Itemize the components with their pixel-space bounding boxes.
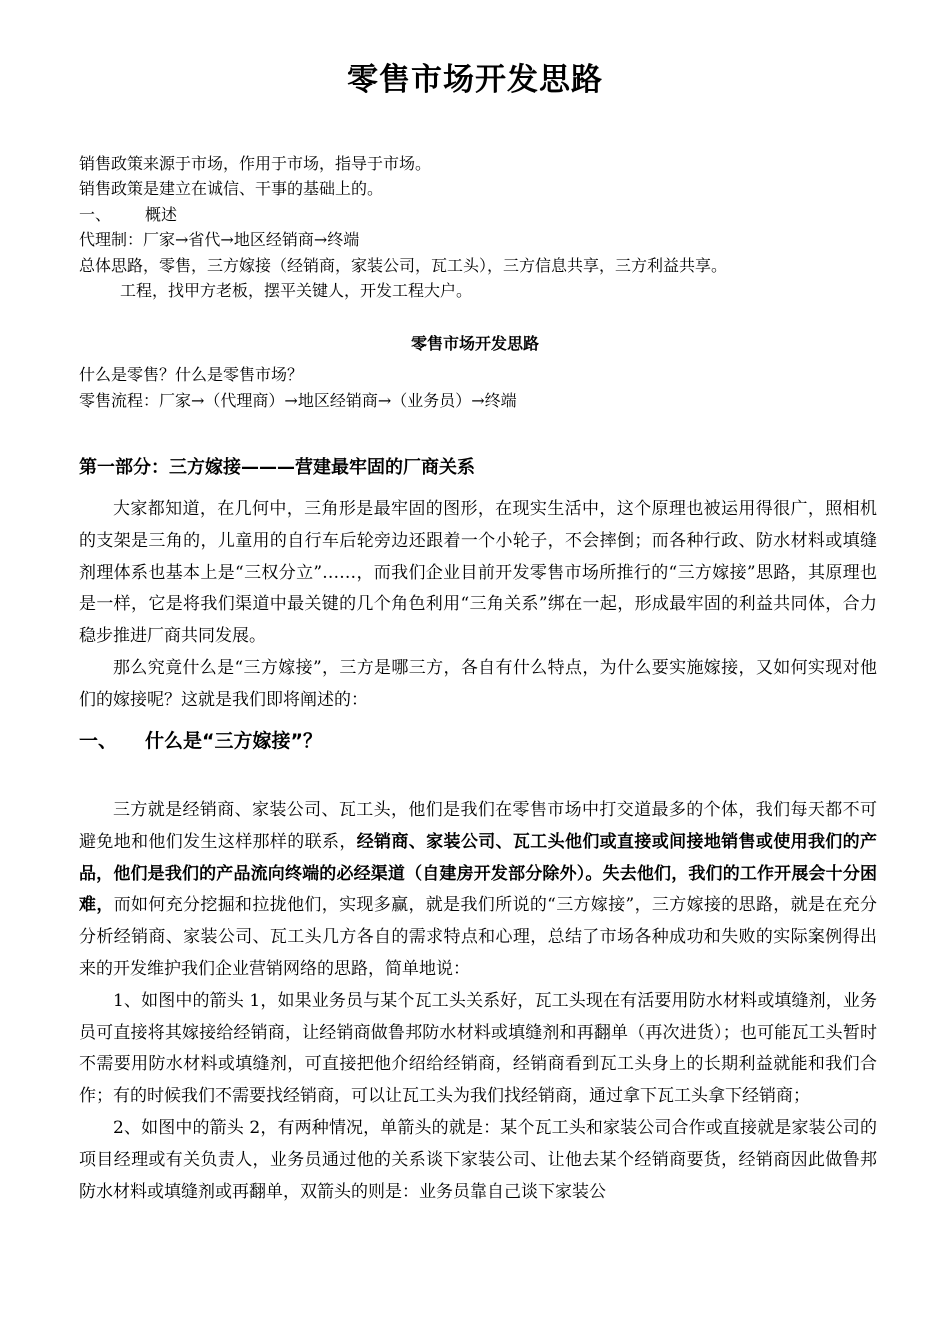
intro-line: 销售政策来源于市场，作用于市场，指导于市场。	[79, 154, 432, 173]
paragraph: 那么究竟什么是“三方嫁接”，三方是哪三方，各自有什么特点，为什么要实施嫁接，又如何实现对他们的嫁接呢？这就是我们即将阐述的：	[79, 657, 877, 710]
intro-block	[79, 151, 879, 303]
agency-line: 代理制：厂家→省代→地区经销商→终端	[79, 230, 360, 250]
question-block	[79, 362, 879, 413]
paragraph: 1、如图中的箭头 1，如果业务员与某个瓦工头关系好，瓦工头现在有活要用防水材料或填缝剂，业务员可直接将其嫁接给经销商，让经销商做鲁邦防水材料或填缝剂和再翻单（再次进货）；也可能瓦工头暂时不需要用防水材料或填缝剂，可直接把他介绍给经销商，经销商看到瓦工头身上的长期利益就能和我们合作；有的时候我们不需要找经销商，可以让瓦工头为我们找经销商，通过拿下瓦工头拿下经销商；	[79, 990, 877, 1107]
part-one-heading: 第一部分：三方嫁接———营建最牢固的厂商关系	[79, 457, 475, 478]
text-run: 而如何充分挖掘和拉拢他们，实现多赢，就是我们所说的“三方嫁接”，三方嫁接的思路，就是在充分分析经销商、家装公司、瓦工头几方各自的需求特点和心理，总结了市场各种成功和失败的实际案例得出来的开发维护我们企业营销网络的思路，简单地说：	[79, 895, 877, 979]
engineering-line: 工程，找甲方老板，摆平关键人，开发工程大户。	[120, 281, 473, 301]
intro-paragraphs	[79, 494, 877, 717]
overall-line: 总体思路，零售，三方嫁接（经销商，家装公司，瓦工头），三方信息共享，三方利益共享。	[79, 255, 728, 275]
intro-line: 销售政策是建立在诚信、干事的基础上的。	[79, 179, 384, 199]
section-label: 什么是“三方嫁接”？	[145, 730, 322, 752]
overview-label: 概述	[145, 204, 178, 224]
question-line: 什么是零售？什么是零售市场？	[79, 365, 304, 384]
overview-number: 一、	[79, 204, 112, 224]
section-one-heading	[79, 726, 322, 756]
paragraph: 2、如图中的箭头 2，有两种情况，单箭头的就是：某个瓦工头和家装公司合作或直接就是家装公司的项目经理或有关负责人，业务员通过他的关系谈下家装公司、让他去某个经销商要货，经销商因此做鲁邦防水材料或填缝剂或再翻单，双箭头的则是：业务员靠自己谈下家装公	[79, 1117, 877, 1202]
text-run: 三方就是经销商、家装公司、瓦工头，他们是我们在零售市场中打交道最多的个体，我们每天都不可避免地和他们发生这样那样的联系，	[79, 800, 877, 852]
section-subtitle: 零售市场开发思路	[410, 334, 539, 353]
bold-text-run: 经销商、家装公司、瓦工头他们或直接或间接地销售或使用我们的产品，他们是我们的产品流向终端的必经渠道（自建房开发部分除外）。失去他们，我们的工作开展会十分困难，	[79, 831, 878, 916]
section-number: 一、	[79, 730, 118, 752]
overview-heading	[79, 202, 879, 227]
section-one-body	[79, 795, 877, 1208]
paragraph	[79, 795, 877, 986]
page-title: 零售市场开发思路	[347, 62, 603, 98]
retail-flow-line: 零售流程：厂家→（代理商）→地区经销商→（业务员）→终端	[79, 390, 517, 410]
paragraph: 大家都知道，在几何中，三角形是最牢固的图形，在现实生活中，这个原理也被运用得很广，照相机的支架是三角的，儿童用的自行车后轮旁边还跟着一个小轮子，不会摔倒；而各种行政、防水材料或填缝剂理体系也基本上是“三权分立”……，而我们企业目前开发零售市场所推行的“三方嫁接”思路，其原理也是一样，它是将我们渠道中最关键的几个角色利用“三角关系”绑在一起，形成最牢固的利益共同体，合力稳步推进厂商共同发展。	[79, 499, 877, 647]
